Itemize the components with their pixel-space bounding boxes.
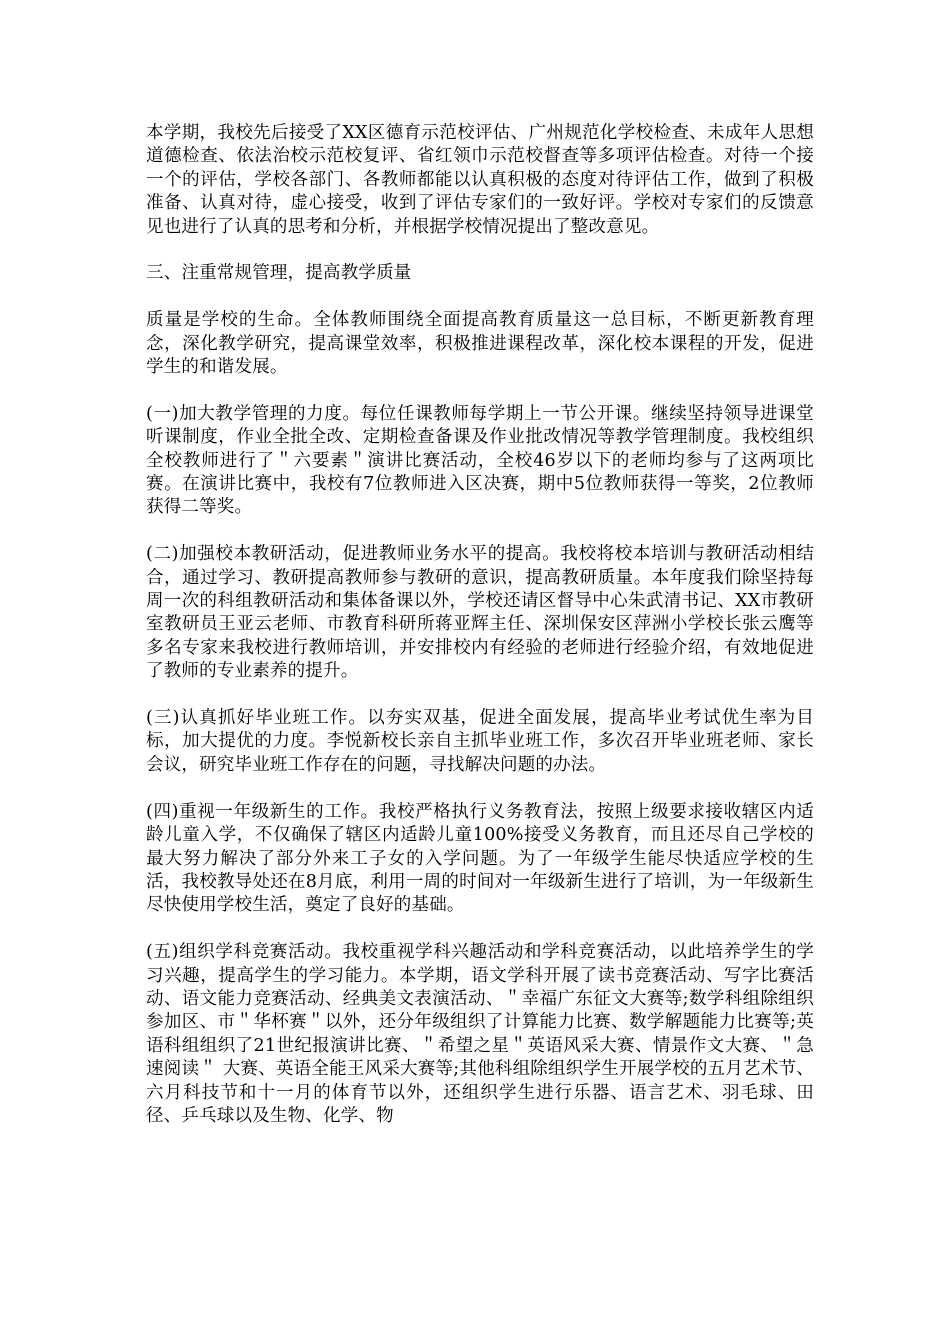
section-heading-teaching-quality: 三、注重常规管理，提高教学质量 xyxy=(146,263,412,284)
paragraph-teaching-management: (一)加大教学管理的力度。每位任课教师每学期上一节公开课。继续坚持领导进课堂听课制度，作业全批全改、定期检查备课及作业批改情况等教学管理制度。我校组织全校教师进行了＂六要素＂演讲比赛活动，全校46岁以下的老师均参与了这两项比赛。在演讲比赛中，我校有7位教师进入区决赛，期中5位教师获得一等奖，2位教师获得二等奖。 xyxy=(146,403,814,518)
paragraph-first-grade: (四)重视一年级新生的工作。我校严格执行义务教育法，按照上级要求接收辖区内适龄儿童入学，不仅确保了辖区内适龄儿童100%接受义务教育，而且还尽自己学校的最大努力解决了部分外来工子女的入学问题。为了一年级学生能尽快适应学校的生活，我校教导处还在8月底，利用一周的时间对一年级新生进行了培训，为一年级新生尽快使用学校生活，奠定了良好的基础。 xyxy=(146,801,814,916)
paragraph-school-research: (二)加强校本教研活动，促进教师业务水平的提高。我校将校本培训与教研活动相结合，通过学习、教研提高教师参与教研的意识，提高教研质量。本年度我们除坚持每周一次的科组教研活动和集体备课以外，学校还请区督导中心朱武清书记、XX市教研室教研员王亚云老师、市教育科研所蒋亚辉主任、深圳保安区萍洲小学校长张云鹰等多名专家来我校进行教师培训，并安排校内有经验的老师进行经验介绍，有效地促进了教师的专业素养的提升。 xyxy=(146,544,814,682)
paragraph-competitions: (五)组织学科竞赛活动。我校重视学科兴趣活动和学科竞赛活动，以此培养学生的学习兴趣，提高学生的学习能力。本学期，语文学科开展了读书竞赛活动、写字比赛活动、语文能力竞赛活动、经典美文表演活动、＂幸福广东征文大赛等;数学科组除组织参加区、市＂华杯赛＂以外，还分年级组织了计算能力比赛、数学解题能力比赛等;英语科组组织了21世纪报演讲比赛、＂希望之星＂英语风采大赛、情景作文大赛、＂急速阅读＂ 大赛、英语全能王风采大赛等;其他科组除组织学生开展学校的五月艺术节、六月科技节和十一月的体育节以外，还组织学生进行乐器、语言艺术、羽毛球、田径、乒乓球以及生物、化学、物 xyxy=(146,942,814,1126)
paragraph-evaluations: 本学期，我校先后接受了XX区德育示范校评估、广州规范化学校检查、未成年人思想道德检查、依法治校示范校复评、省红领巾示范校督查等多项评估检查。对待一个接一个的评估，学校各部门、各教师都能以认真积极的态度对待评估工作，做到了积极准备、认真对待，虚心接受，收到了评估专家们的一致好评。学校对专家们的反馈意见也进行了认真的思考和分析，并根据学校情况提出了整改意见。 xyxy=(146,123,814,237)
paragraph-quality-intro: 质量是学校的生命。全体教师围绕全面提高教育质量这一总目标，不断更新教育理念，深化教学研究，提高课堂效率，积极推进课程改革，深化校本课程的开发，促进学生的和谐发展。 xyxy=(146,310,814,378)
document-page xyxy=(146,122,814,1152)
paragraph-graduating-class: (三)认真抓好毕业班工作。以夯实双基，促进全面发展，提高毕业考试优生率为目标，加大提优的力度。李悦新校长亲自主抓毕业班工作，多次召开毕业班老师、家长会议，研究毕业班工作存在的问题，寻找解决问题的办法。 xyxy=(146,708,814,775)
